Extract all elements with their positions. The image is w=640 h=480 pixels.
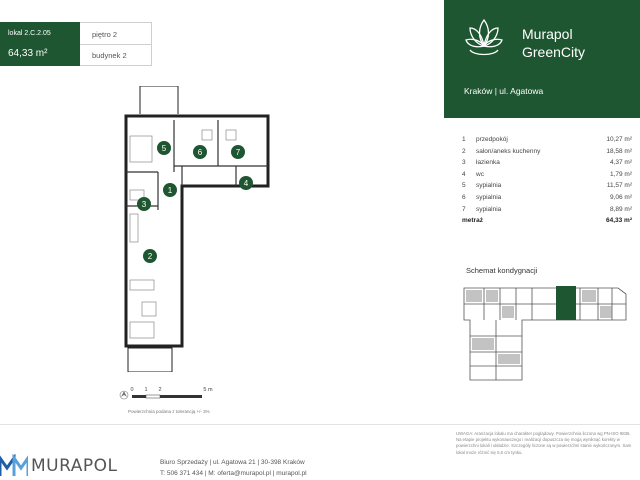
scale-tick: 1 xyxy=(144,387,148,393)
unit-area: 64,33 m² xyxy=(8,48,48,59)
room-name: sypialnia xyxy=(476,182,502,190)
footer-divider xyxy=(0,424,640,425)
room-name: salon/aneks kuchenny xyxy=(476,147,541,155)
office-address: Biuro Sprzedaży | ul. Agatowa 21 | 30-398 Kraków xyxy=(160,459,305,466)
unit-details xyxy=(80,22,152,66)
floor-schematic xyxy=(460,276,632,386)
room-row xyxy=(462,159,632,171)
room-area: 9,06 m² xyxy=(609,193,632,201)
room-area: 4,37 m² xyxy=(609,159,632,167)
murapol-logo-icon xyxy=(0,454,28,476)
brand-name-line2: GreenCity xyxy=(522,44,586,60)
room-name: łazienka xyxy=(476,159,500,167)
scale-tick: 5 m xyxy=(203,387,213,393)
room-marker-label: 7 xyxy=(235,148,241,157)
room-area: 18,58 m² xyxy=(606,147,632,155)
room-row xyxy=(462,148,632,160)
scale-tick: 2 xyxy=(158,387,162,393)
total-row xyxy=(462,217,632,229)
room-marker-label: 3 xyxy=(141,200,147,209)
divider xyxy=(80,44,151,45)
lotus-logo-icon xyxy=(464,16,504,60)
room-row xyxy=(462,206,632,218)
room-marker-label: 4 xyxy=(243,179,249,188)
room-number: 2 xyxy=(462,147,466,155)
room-marker-label: 5 xyxy=(161,144,167,153)
room-area: 11,57 m² xyxy=(606,182,632,190)
brand-name-line1: Murapol xyxy=(522,26,573,42)
room-row xyxy=(462,182,632,194)
room-area: 8,89 m² xyxy=(609,205,632,213)
room-number: 1 xyxy=(462,136,466,143)
office-contact[interactable]: T: 506 371 434 | M: oferta@murapol.pl | murapol.pl xyxy=(160,470,307,477)
room-list xyxy=(462,136,632,229)
murapol-wordmark: MURAPOL xyxy=(31,456,118,476)
floor-schematic-title: Schemat kondygnacji xyxy=(466,266,538,275)
room-name: sypialnia xyxy=(476,205,502,213)
room-number: 7 xyxy=(462,205,466,213)
disclaimer-text: UWAGA: Aranżacja lokalu ma charakter poglądowy. Powierzchnia liczona wg PN-ISO 9836. Na etapie projektu wykonawczego i realizacji dopuszcza się mogą wyniknąć korekty w powierzchni lokali i układzie. Szczegóły liczone są w powierzchni stanie wykończonym. Sam lokal może różnić się 5,5 cm tynku. xyxy=(456,431,632,455)
room-name: przedpokój xyxy=(476,136,508,143)
room-row xyxy=(462,171,632,183)
total-label: metraż xyxy=(462,217,483,225)
room-name: wc xyxy=(476,170,484,178)
room-marker-label: 2 xyxy=(147,252,153,261)
room-marker-label: 1 xyxy=(167,186,173,195)
room-marker-label: 6 xyxy=(197,148,203,157)
room-number: 5 xyxy=(462,182,466,190)
scale-tick: 0 xyxy=(130,387,134,393)
room-row xyxy=(462,194,632,206)
room-number: 4 xyxy=(462,170,466,178)
room-area: 1,79 m² xyxy=(609,170,632,178)
unit-building: budynek 2 xyxy=(92,51,127,60)
room-number: 3 xyxy=(462,159,466,167)
room-name: sypialnia xyxy=(476,193,502,201)
room-number: 6 xyxy=(462,193,466,201)
area-tolerance-note: Powierzchnia podana z tolerancją +/- 3% xyxy=(128,409,210,414)
sales-office-info xyxy=(160,457,307,479)
unit-floor: piętro 2 xyxy=(92,30,118,39)
room-area: 10,27 m² xyxy=(606,136,632,143)
unit-summary-box xyxy=(0,22,80,66)
highlighted-unit xyxy=(556,286,576,320)
unit-number: lokal 2.C.2.05 xyxy=(8,30,51,37)
floor-plan xyxy=(118,86,278,372)
brand-location: Kraków | ul. Agatowa xyxy=(464,86,544,96)
brand-panel xyxy=(444,0,640,118)
total-area: 64,33 m² xyxy=(605,217,632,225)
room-row xyxy=(462,136,632,148)
